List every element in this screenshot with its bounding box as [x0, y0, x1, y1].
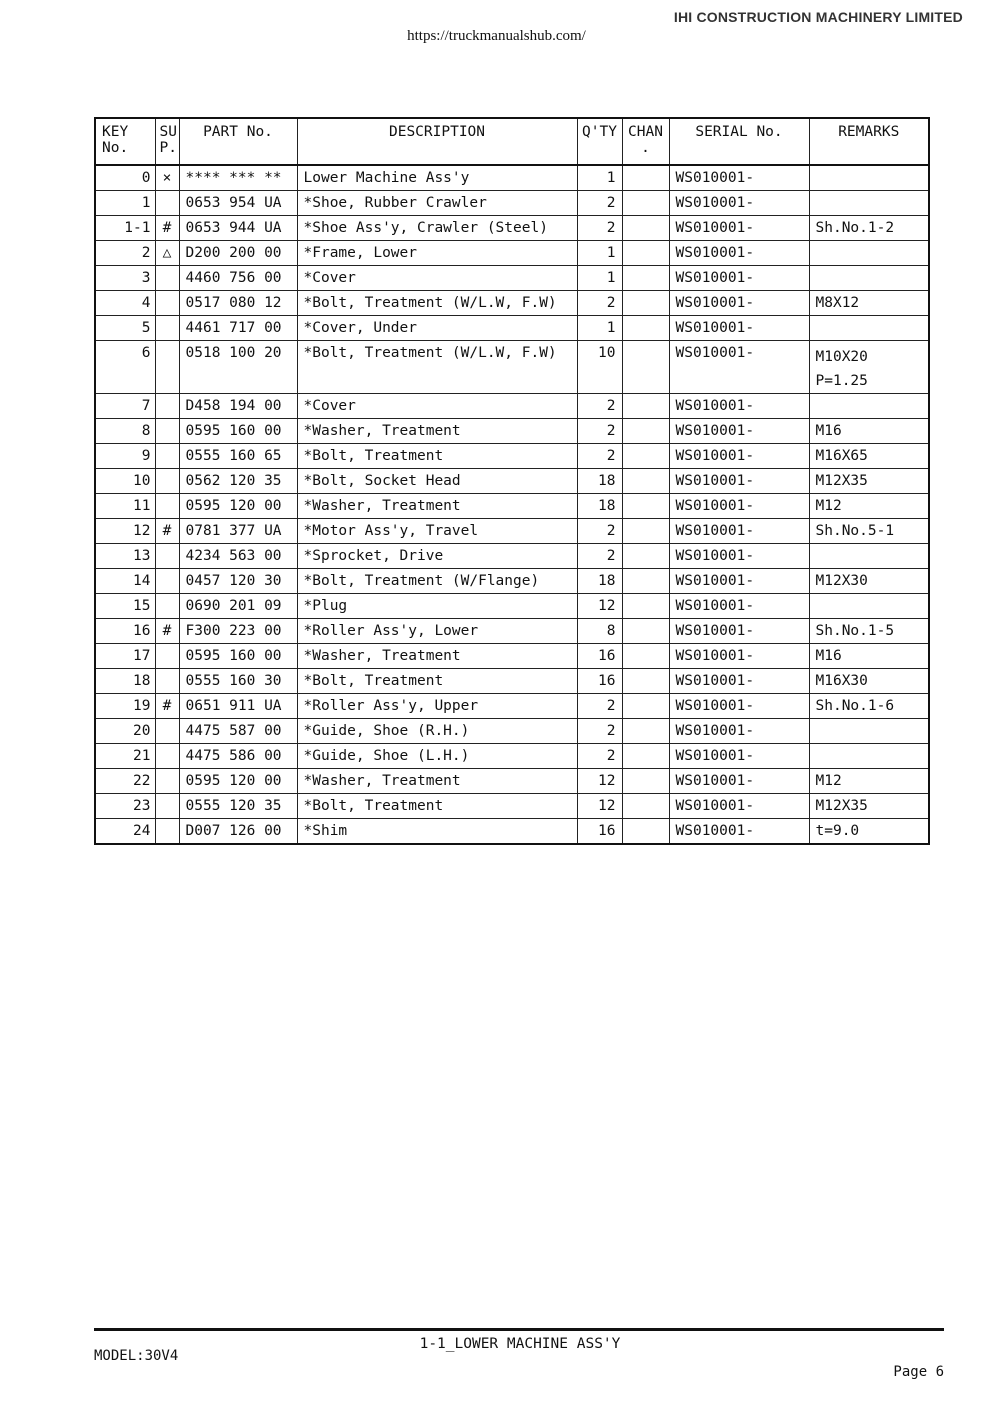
cell-serial: WS010001- [669, 444, 809, 469]
cell-serial: WS010001- [669, 266, 809, 291]
cell-qty: 2 [577, 291, 622, 316]
cell-key: 8 [95, 419, 155, 444]
cell-qty: 2 [577, 191, 622, 216]
cell-qty: 2 [577, 744, 622, 769]
cell-key: 23 [95, 794, 155, 819]
cell-sup [155, 669, 179, 694]
cell-remarks: Sh.No.1-2 [809, 216, 929, 241]
cell-key: 21 [95, 744, 155, 769]
cell-part-no: 4460 756 00 [179, 266, 297, 291]
cell-serial: WS010001- [669, 316, 809, 341]
cell-sup [155, 394, 179, 419]
cell-qty: 16 [577, 669, 622, 694]
cell-chan [622, 241, 669, 266]
cell-sup [155, 794, 179, 819]
table-row [95, 165, 929, 191]
table-row [95, 419, 929, 444]
cell-description: *Sprocket, Drive [297, 544, 577, 569]
cell-qty: 16 [577, 644, 622, 669]
brand-header: IHI CONSTRUCTION MACHINERY LIMITED [673, 9, 963, 25]
table-row [95, 769, 929, 794]
cell-key: 22 [95, 769, 155, 794]
cell-chan [622, 266, 669, 291]
cell-serial: WS010001- [669, 341, 809, 394]
cell-qty: 2 [577, 216, 622, 241]
cell-sup [155, 419, 179, 444]
cell-chan [622, 394, 669, 419]
table-row [95, 794, 929, 819]
cell-key: 4 [95, 291, 155, 316]
cell-serial: WS010001- [669, 544, 809, 569]
table-row [95, 316, 929, 341]
cell-part-no: 0555 160 30 [179, 669, 297, 694]
cell-chan [622, 669, 669, 694]
cell-remarks: M12X30 [809, 569, 929, 594]
cell-part-no: 0555 120 35 [179, 794, 297, 819]
col-header-chan: CHAN . [622, 118, 669, 165]
cell-remarks: M16X30 [809, 669, 929, 694]
cell-part-no: 0457 120 30 [179, 569, 297, 594]
cell-sup [155, 719, 179, 744]
cell-key: 20 [95, 719, 155, 744]
cell-part-no: 0690 201 09 [179, 594, 297, 619]
cell-serial: WS010001- [669, 419, 809, 444]
cell-qty: 12 [577, 769, 622, 794]
cell-description: *Shoe, Rubber Crawler [297, 191, 577, 216]
cell-part-no: 0651 911 UA [179, 694, 297, 719]
cell-serial: WS010001- [669, 794, 809, 819]
cell-description: *Guide, Shoe (L.H.) [297, 744, 577, 769]
cell-serial: WS010001- [669, 819, 809, 845]
cell-key: 6 [95, 341, 155, 394]
cell-chan [622, 469, 669, 494]
cell-remarks: M10X20 P=1.25 [809, 341, 929, 394]
cell-serial: WS010001- [669, 594, 809, 619]
table-row [95, 569, 929, 594]
table-row [95, 644, 929, 669]
cell-key: 10 [95, 469, 155, 494]
cell-key: 0 [95, 165, 155, 191]
cell-sup: # [155, 216, 179, 241]
cell-remarks [809, 266, 929, 291]
cell-key: 19 [95, 694, 155, 719]
cell-part-no: 0518 100 20 [179, 341, 297, 394]
cell-chan [622, 216, 669, 241]
cell-serial: WS010001- [669, 291, 809, 316]
col-header-part: PART No. [179, 118, 297, 165]
cell-remarks: Sh.No.1-5 [809, 619, 929, 644]
cell-chan [622, 191, 669, 216]
cell-description: *Roller Ass'y, Upper [297, 694, 577, 719]
cell-qty: 16 [577, 819, 622, 845]
table-row [95, 619, 929, 644]
cell-description: *Frame, Lower [297, 241, 577, 266]
cell-part-no: 0653 944 UA [179, 216, 297, 241]
cell-sup [155, 494, 179, 519]
cell-qty: 8 [577, 619, 622, 644]
cell-key: 2 [95, 241, 155, 266]
cell-part-no: 0555 160 65 [179, 444, 297, 469]
cell-key: 12 [95, 519, 155, 544]
table-row [95, 266, 929, 291]
cell-description: *Roller Ass'y, Lower [297, 619, 577, 644]
cell-serial: WS010001- [669, 494, 809, 519]
cell-serial: WS010001- [669, 644, 809, 669]
cell-part-no: 0595 160 00 [179, 644, 297, 669]
cell-serial: WS010001- [669, 165, 809, 191]
cell-chan [622, 594, 669, 619]
cell-serial: WS010001- [669, 719, 809, 744]
cell-part-no: **** *** ** [179, 165, 297, 191]
cell-chan [622, 444, 669, 469]
table-row [95, 216, 929, 241]
cell-sup: # [155, 619, 179, 644]
cell-description: *Bolt, Treatment [297, 669, 577, 694]
cell-serial: WS010001- [669, 241, 809, 266]
cell-part-no: 0595 120 00 [179, 494, 297, 519]
cell-qty: 10 [577, 341, 622, 394]
cell-description: *Motor Ass'y, Travel [297, 519, 577, 544]
cell-chan [622, 419, 669, 444]
cell-sup [155, 291, 179, 316]
cell-qty: 1 [577, 241, 622, 266]
cell-chan [622, 819, 669, 845]
table-row [95, 444, 929, 469]
cell-key: 17 [95, 644, 155, 669]
cell-remarks: Sh.No.5-1 [809, 519, 929, 544]
cell-sup [155, 644, 179, 669]
cell-remarks: M8X12 [809, 291, 929, 316]
cell-part-no: 4234 563 00 [179, 544, 297, 569]
cell-key: 3 [95, 266, 155, 291]
cell-serial: WS010001- [669, 694, 809, 719]
cell-sup [155, 266, 179, 291]
cell-remarks: M12 [809, 494, 929, 519]
cell-chan [622, 341, 669, 394]
cell-serial: WS010001- [669, 191, 809, 216]
cell-part-no: D458 194 00 [179, 394, 297, 419]
cell-description: *Bolt, Treatment [297, 444, 577, 469]
cell-remarks: M12 [809, 769, 929, 794]
cell-remarks [809, 744, 929, 769]
cell-description: *Washer, Treatment [297, 419, 577, 444]
table-row [95, 291, 929, 316]
table-row [95, 494, 929, 519]
cell-description: *Bolt, Treatment (W/L.W, F.W) [297, 341, 577, 394]
cell-serial: WS010001- [669, 394, 809, 419]
cell-remarks [809, 394, 929, 419]
cell-key: 11 [95, 494, 155, 519]
cell-sup [155, 444, 179, 469]
cell-part-no: 4461 717 00 [179, 316, 297, 341]
table-row [95, 669, 929, 694]
cell-description: *Shim [297, 819, 577, 845]
cell-chan [622, 719, 669, 744]
cell-serial: WS010001- [669, 769, 809, 794]
cell-chan [622, 769, 669, 794]
cell-remarks: M16 [809, 644, 929, 669]
cell-serial: WS010001- [669, 519, 809, 544]
cell-serial: WS010001- [669, 744, 809, 769]
cell-chan [622, 644, 669, 669]
cell-description: *Plug [297, 594, 577, 619]
cell-key: 7 [95, 394, 155, 419]
cell-description: *Bolt, Socket Head [297, 469, 577, 494]
cell-description: *Bolt, Treatment [297, 794, 577, 819]
cell-remarks [809, 241, 929, 266]
cell-serial: WS010001- [669, 569, 809, 594]
cell-key: 14 [95, 569, 155, 594]
table-row [95, 544, 929, 569]
cell-part-no: 0562 120 35 [179, 469, 297, 494]
cell-chan [622, 316, 669, 341]
col-header-remarks: REMARKS [809, 118, 929, 165]
cell-description: *Cover [297, 394, 577, 419]
cell-serial: WS010001- [669, 619, 809, 644]
cell-chan [622, 519, 669, 544]
cell-sup [155, 819, 179, 845]
table-row [95, 341, 929, 394]
cell-description: *Washer, Treatment [297, 644, 577, 669]
cell-part-no: D007 126 00 [179, 819, 297, 845]
cell-chan [622, 794, 669, 819]
table-row [95, 594, 929, 619]
cell-remarks [809, 594, 929, 619]
cell-chan [622, 494, 669, 519]
table-row [95, 694, 929, 719]
cell-sup [155, 316, 179, 341]
cell-remarks: Sh.No.1-6 [809, 694, 929, 719]
cell-remarks: M12X35 [809, 794, 929, 819]
cell-qty: 12 [577, 594, 622, 619]
col-header-qty: Q'TY [577, 118, 622, 165]
cell-description: *Cover [297, 266, 577, 291]
cell-qty: 1 [577, 165, 622, 191]
source-url[interactable]: https://truckmanualshub.com/ [407, 28, 586, 44]
cell-part-no: 4475 587 00 [179, 719, 297, 744]
cell-qty: 2 [577, 519, 622, 544]
cell-qty: 2 [577, 419, 622, 444]
parts-table [94, 117, 930, 845]
table-row [95, 191, 929, 216]
cell-description: *Guide, Shoe (R.H.) [297, 719, 577, 744]
cell-part-no: 0781 377 UA [179, 519, 297, 544]
col-header-key: KEY No. [95, 118, 155, 165]
cell-qty: 18 [577, 569, 622, 594]
model-label: MODEL:30V4 [94, 1348, 179, 1364]
cell-sup: # [155, 519, 179, 544]
cell-key: 18 [95, 669, 155, 694]
cell-remarks: M16 [809, 419, 929, 444]
cell-key: 9 [95, 444, 155, 469]
cell-serial: WS010001- [669, 216, 809, 241]
cell-qty: 2 [577, 544, 622, 569]
cell-key: 15 [95, 594, 155, 619]
col-header-sup: SU P. [155, 118, 179, 165]
cell-part-no: F300 223 00 [179, 619, 297, 644]
table-row [95, 394, 929, 419]
cell-sup: △ [155, 241, 179, 266]
cell-key: 1 [95, 191, 155, 216]
cell-remarks [809, 165, 929, 191]
cell-sup [155, 569, 179, 594]
cell-remarks: t=9.0 [809, 819, 929, 845]
cell-chan [622, 165, 669, 191]
cell-qty: 18 [577, 494, 622, 519]
cell-part-no: 0595 160 00 [179, 419, 297, 444]
cell-description: *Bolt, Treatment (W/L.W, F.W) [297, 291, 577, 316]
cell-chan [622, 619, 669, 644]
table-row [95, 241, 929, 266]
cell-qty: 2 [577, 694, 622, 719]
cell-serial: WS010001- [669, 669, 809, 694]
table-row [95, 469, 929, 494]
cell-qty: 2 [577, 444, 622, 469]
cell-remarks [809, 191, 929, 216]
cell-chan [622, 291, 669, 316]
cell-serial: WS010001- [669, 469, 809, 494]
cell-key: 16 [95, 619, 155, 644]
footer-divider [94, 1328, 944, 1331]
cell-chan [622, 744, 669, 769]
cell-remarks [809, 544, 929, 569]
cell-description: Lower Machine Ass'y [297, 165, 577, 191]
cell-part-no: 0517 080 12 [179, 291, 297, 316]
cell-part-no: 4475 586 00 [179, 744, 297, 769]
cell-qty: 12 [577, 794, 622, 819]
table-row [95, 519, 929, 544]
cell-part-no: D200 200 00 [179, 241, 297, 266]
cell-qty: 1 [577, 316, 622, 341]
cell-chan [622, 544, 669, 569]
col-header-description: DESCRIPTION [297, 118, 577, 165]
table-row [95, 819, 929, 845]
cell-sup: × [155, 165, 179, 191]
cell-description: *Washer, Treatment [297, 494, 577, 519]
cell-sup: # [155, 694, 179, 719]
table-row [95, 719, 929, 744]
cell-sup [155, 744, 179, 769]
cell-chan [622, 569, 669, 594]
cell-sup [155, 469, 179, 494]
cell-sup [155, 594, 179, 619]
cell-remarks [809, 316, 929, 341]
cell-key: 5 [95, 316, 155, 341]
table-row [95, 744, 929, 769]
cell-key: 1-1 [95, 216, 155, 241]
table-header-row [95, 118, 929, 165]
cell-description: *Washer, Treatment [297, 769, 577, 794]
cell-remarks: M12X35 [809, 469, 929, 494]
cell-sup [155, 769, 179, 794]
cell-key: 13 [95, 544, 155, 569]
cell-qty: 1 [577, 266, 622, 291]
cell-key: 24 [95, 819, 155, 845]
footer-title: 1-1_LOWER MACHINE ASS'Y [419, 1336, 621, 1352]
cell-qty: 2 [577, 394, 622, 419]
cell-part-no: 0595 120 00 [179, 769, 297, 794]
page-number: Page 6 [893, 1364, 944, 1380]
cell-part-no: 0653 954 UA [179, 191, 297, 216]
cell-sup [155, 341, 179, 394]
cell-remarks: M16X65 [809, 444, 929, 469]
cell-description: *Bolt, Treatment (W/Flange) [297, 569, 577, 594]
cell-description: *Cover, Under [297, 316, 577, 341]
cell-qty: 18 [577, 469, 622, 494]
cell-chan [622, 694, 669, 719]
cell-qty: 2 [577, 719, 622, 744]
cell-remarks [809, 719, 929, 744]
col-header-serial: SERIAL No. [669, 118, 809, 165]
cell-description: *Shoe Ass'y, Crawler (Steel) [297, 216, 577, 241]
cell-sup [155, 544, 179, 569]
cell-sup [155, 191, 179, 216]
